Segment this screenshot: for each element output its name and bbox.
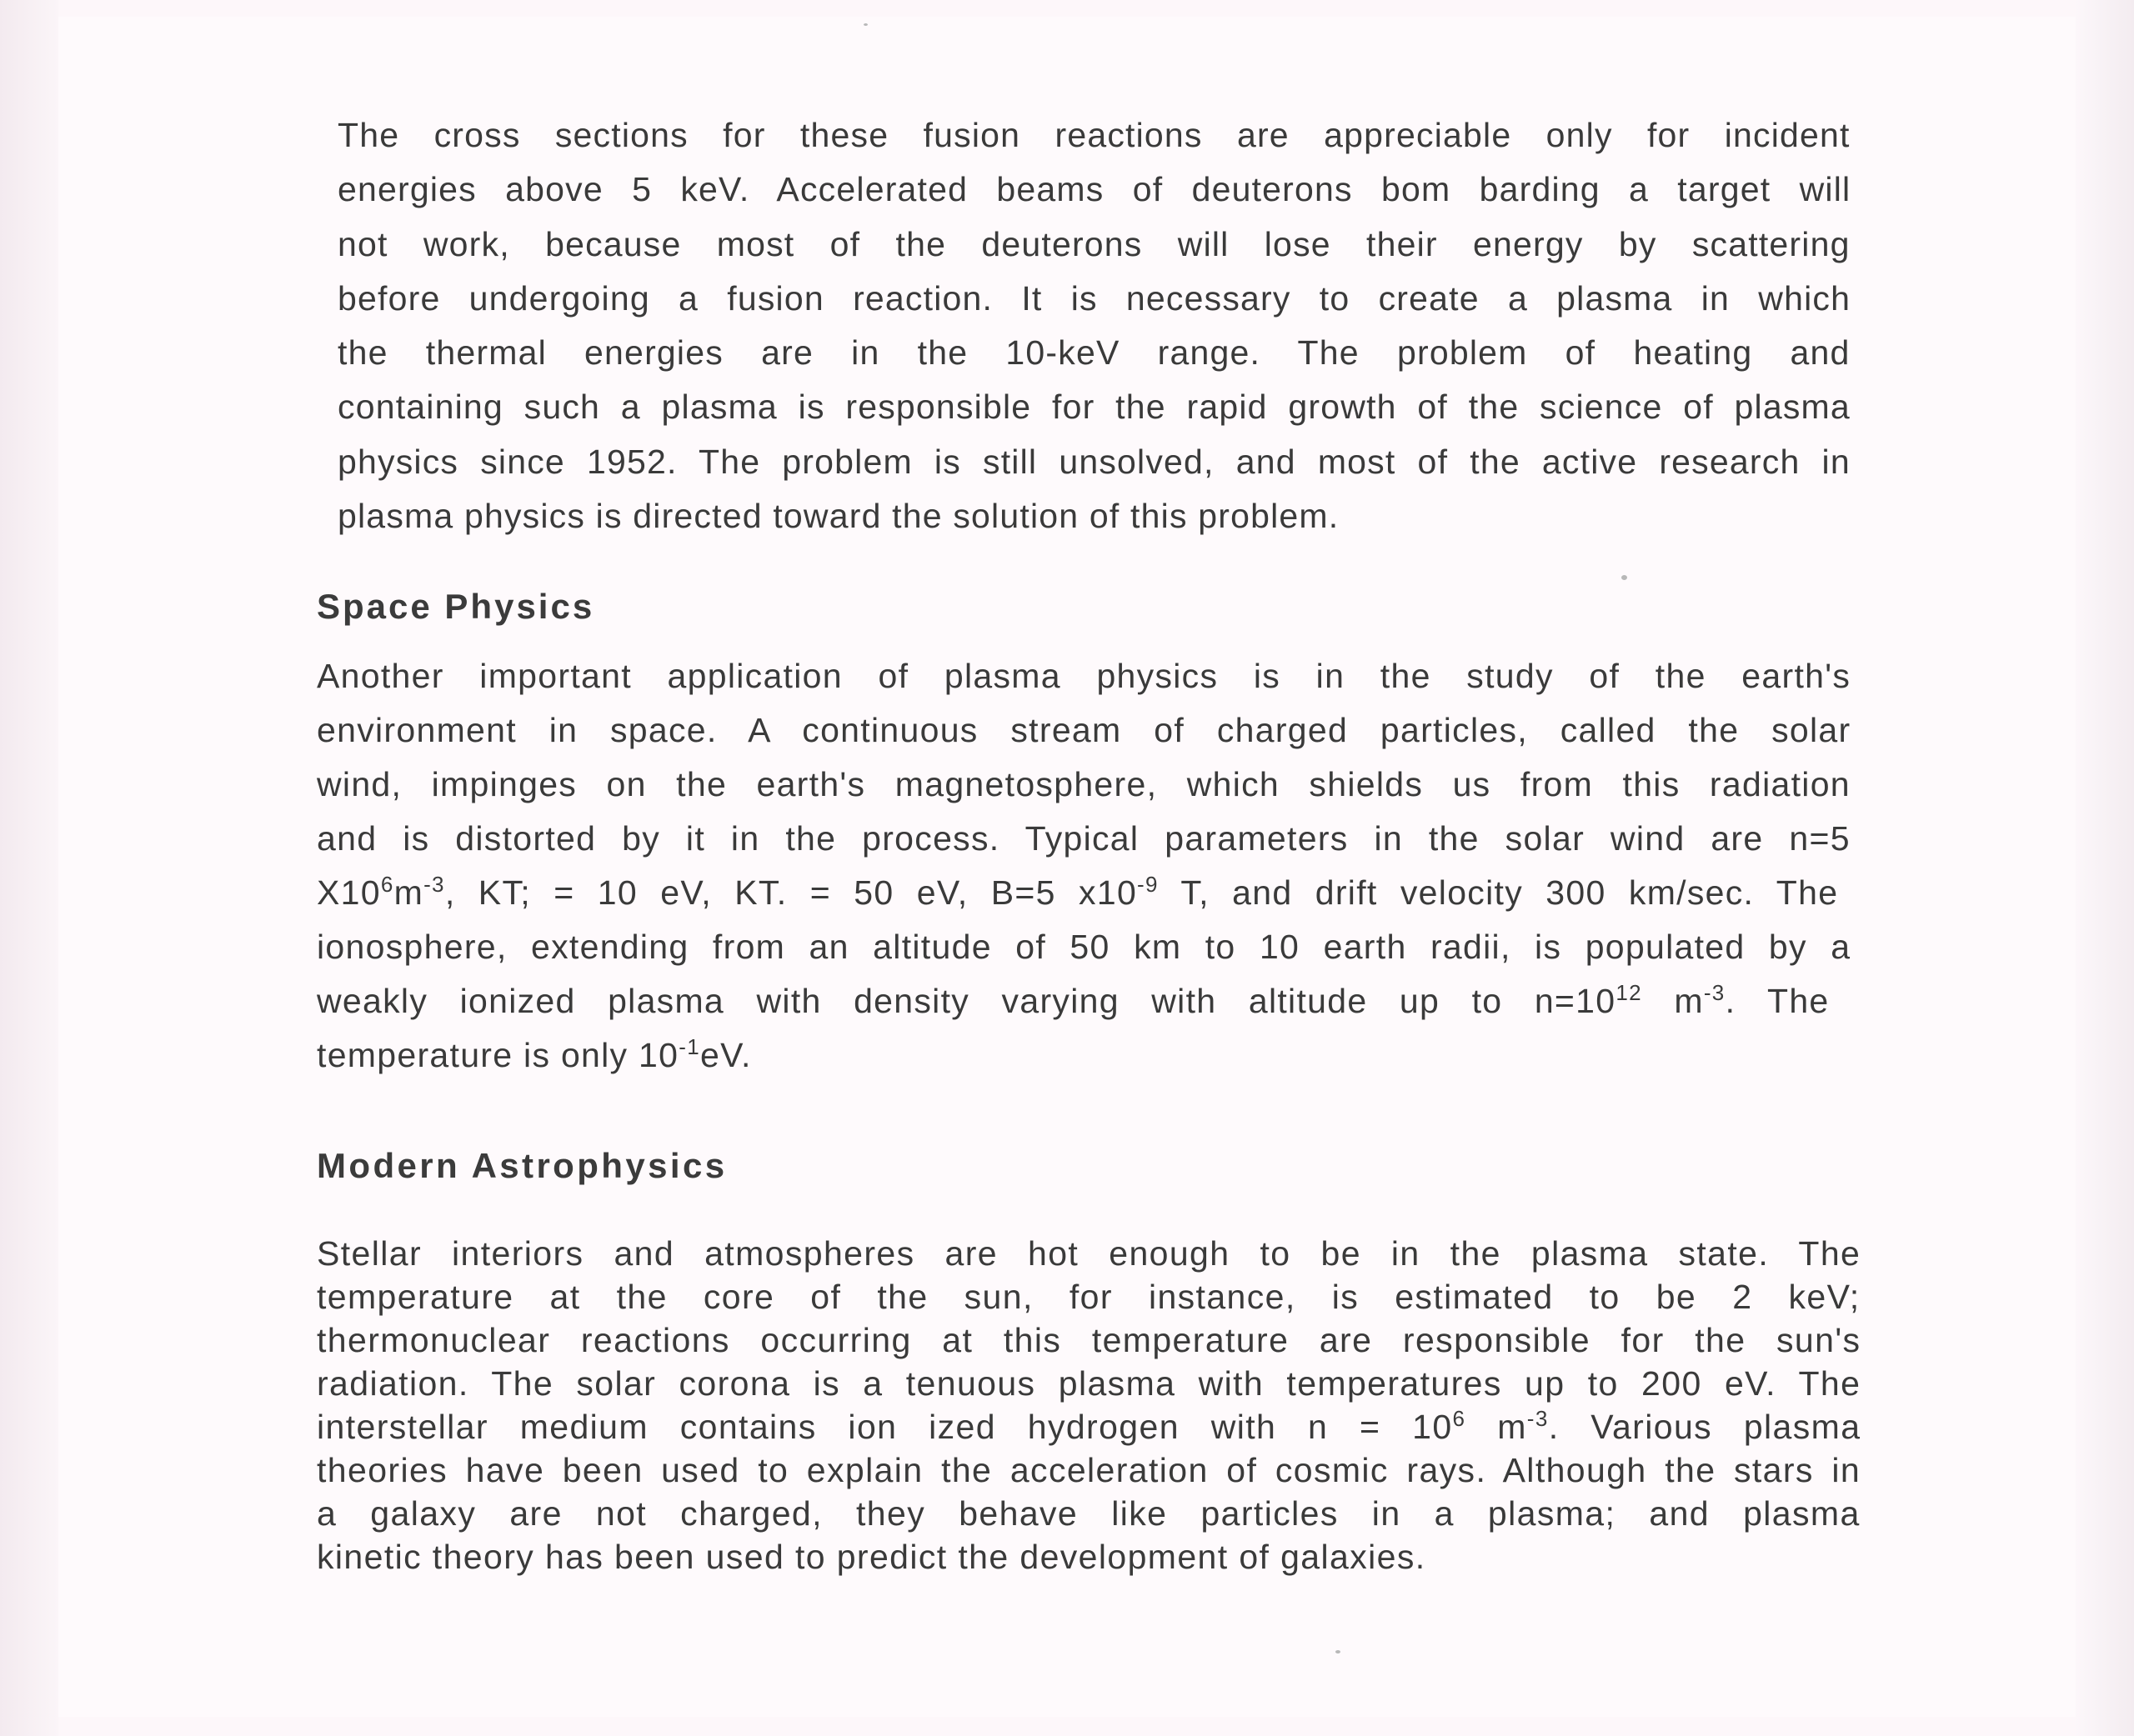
scan-speck — [864, 23, 868, 26]
text-line: and is distorted by it in the process. Typical parameters in the solar wind are n=5 — [317, 819, 1851, 858]
text-line: the thermal energies are in the 10-keV range. The problem of heating and — [338, 333, 1851, 373]
text-line: Stellar interiors and atmospheres are hot enough to be in the plasma state. The — [317, 1234, 1861, 1273]
text-run: m — [1641, 982, 1704, 1020]
text-line: kinetic theory has been used to predict the development of galaxies. — [317, 1538, 1426, 1576]
text-run: X10 — [317, 873, 381, 912]
modern-astrophysics-paragraph — [317, 1232, 1861, 1578]
text-line — [317, 974, 1851, 1028]
intro-paragraph — [338, 108, 1851, 543]
text-line: thermonuclear reactions occurring at this temperature are responsible for the sun's — [317, 1321, 1861, 1359]
text-line — [317, 1028, 1851, 1083]
superscript: -3 — [423, 872, 445, 897]
text-run: interstellar medium contains ion ized hydrogen with n = 10 — [317, 1408, 1453, 1446]
text-line: plasma physics is directed toward the solution of this problem. — [338, 497, 1340, 536]
superscript: 6 — [1452, 1406, 1466, 1431]
section-heading-modern-astrophysics: Modern Astrophysics — [317, 1146, 728, 1185]
page-edge-right — [2076, 0, 2134, 1736]
superscript: -3 — [1526, 1406, 1549, 1431]
text-line: The cross sections for these fusion reactions are appreciable only for incident — [338, 116, 1851, 154]
superscript: -3 — [1703, 980, 1726, 1005]
scan-speck — [1621, 575, 1627, 580]
text-line: a galaxy are not charged, they behave like particles in a plasma; and plasma — [317, 1494, 1861, 1533]
space-physics-paragraph — [317, 649, 1851, 1083]
superscript: -1 — [679, 1034, 700, 1059]
superscript: 12 — [1616, 980, 1642, 1005]
text-line: not work, because most of the deuterons will lose their energy by scattering — [338, 224, 1851, 263]
text-run: . The — [1725, 982, 1830, 1020]
text-line: containing such a plasma is responsible for the rapid growth of the science of plasma — [338, 388, 1851, 427]
text-run: m — [1465, 1408, 1527, 1446]
text-line: theories have been used to explain the acceleration of cosmic rays. Although the stars in — [317, 1451, 1861, 1489]
text-run: weakly ionized plasma with density varying with altitude up to n=10 — [317, 982, 1616, 1020]
text-run: temperature is only 10 — [317, 1036, 679, 1074]
text-line: energies above 5 keV. Accelerated beams of deuterons bom barding a target will — [338, 170, 1851, 209]
text-line: wind, impinges on the earth's magnetosphere, which shields us from this radiation — [317, 765, 1851, 803]
text-line: before undergoing a fusion reaction. It is necessary to create a plasma in which — [338, 278, 1851, 318]
text-line: temperature at the core of the sun, for instance, is estimated to be 2 keV; — [317, 1278, 1861, 1316]
section-heading-space-physics: Space Physics — [317, 587, 595, 626]
text-run: . Various plasma — [1548, 1408, 1861, 1446]
superscript: 6 — [380, 872, 394, 897]
text-line: ionosphere, extending from an altitude of 50 km to 10 earth radii, is populated by a — [317, 928, 1851, 966]
text-line: environment in space. A continuous stream of charged particles, called the solar — [317, 711, 1851, 749]
text-run: m — [393, 873, 424, 912]
text-run: eV. — [699, 1036, 752, 1074]
page-edge-left — [0, 0, 58, 1736]
superscript: -9 — [1137, 872, 1159, 897]
text-line — [317, 1405, 1861, 1448]
text-line: physics since 1952. The problem is still unsolved, and most of the active research in — [338, 442, 1851, 481]
text-run: T, and drift velocity 300 km/sec. The — [1158, 873, 1839, 912]
text-run: , KT; = 10 eV, KT. = 50 eV, B=5 x10 — [444, 873, 1138, 912]
text-line: Another important application of plasma physics is in the study of the earth's — [317, 657, 1851, 695]
text-line: radiation. The solar corona is a tenuous plasma with temperatures up to 200 eV. The — [317, 1364, 1861, 1403]
text-line — [317, 866, 1851, 920]
scan-speck — [1335, 1650, 1340, 1653]
